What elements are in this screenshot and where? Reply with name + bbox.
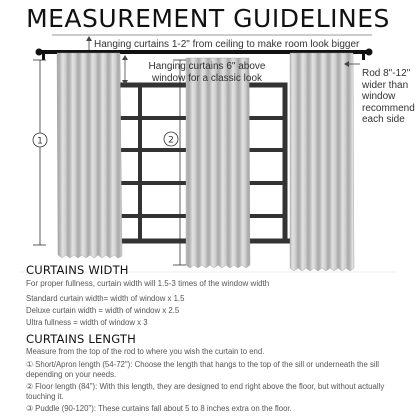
length-heading: CURTAINS LENGTH xyxy=(26,332,136,346)
measure-line-1 xyxy=(33,60,47,245)
length-item-short: ① Short/Apron length (54-72"): Choose the length that hangs to the top of the sill or underneath the sill depending on your needs. xyxy=(26,360,380,380)
curtain-left xyxy=(57,53,122,258)
page-title: MEASUREMENT GUIDELINES xyxy=(26,4,390,33)
length-item-puddle: ③ Puddle (90-120"): These curtains fall about 5 to 8 inches extra on the floor. xyxy=(26,404,292,413)
width-line-deluxe: Deluxe curtain width = width of window x 2.5 xyxy=(26,306,180,315)
measure-line-2 xyxy=(164,60,186,265)
width-line-standard: Standard curtain width= width of window x 1.5 xyxy=(26,294,185,303)
ceiling-gap-arrow xyxy=(86,36,92,50)
curtain-right xyxy=(290,53,354,271)
width-intro: For proper fullness, curtain width will 1.5-3 times of the window width xyxy=(26,279,270,288)
marker-2-label: 2 xyxy=(168,135,174,146)
marker-1-label: 1 xyxy=(37,136,43,147)
width-heading: CURTAINS WIDTH xyxy=(26,263,129,277)
window-note: Hanging curtains 6" above window for a classic look xyxy=(148,61,266,84)
curtain-middle xyxy=(186,58,250,268)
length-intro: Measure from the top of the rod to where you wish the curtain to end. xyxy=(26,347,265,356)
width-line-ultra: Ultra fullness = width of window x 3 xyxy=(26,318,148,327)
length-item-floor: ② Floor length (84"): With this length, they are designed to end right above the floor, but without actually touching it. xyxy=(26,382,385,402)
ceiling-note: Hanging curtains 1-2" from ceiling to make room look bigger xyxy=(94,39,360,50)
window-gap-arrow xyxy=(122,55,128,85)
rod-note: Rod 8"-12" wider than window recommend each side xyxy=(362,68,415,125)
